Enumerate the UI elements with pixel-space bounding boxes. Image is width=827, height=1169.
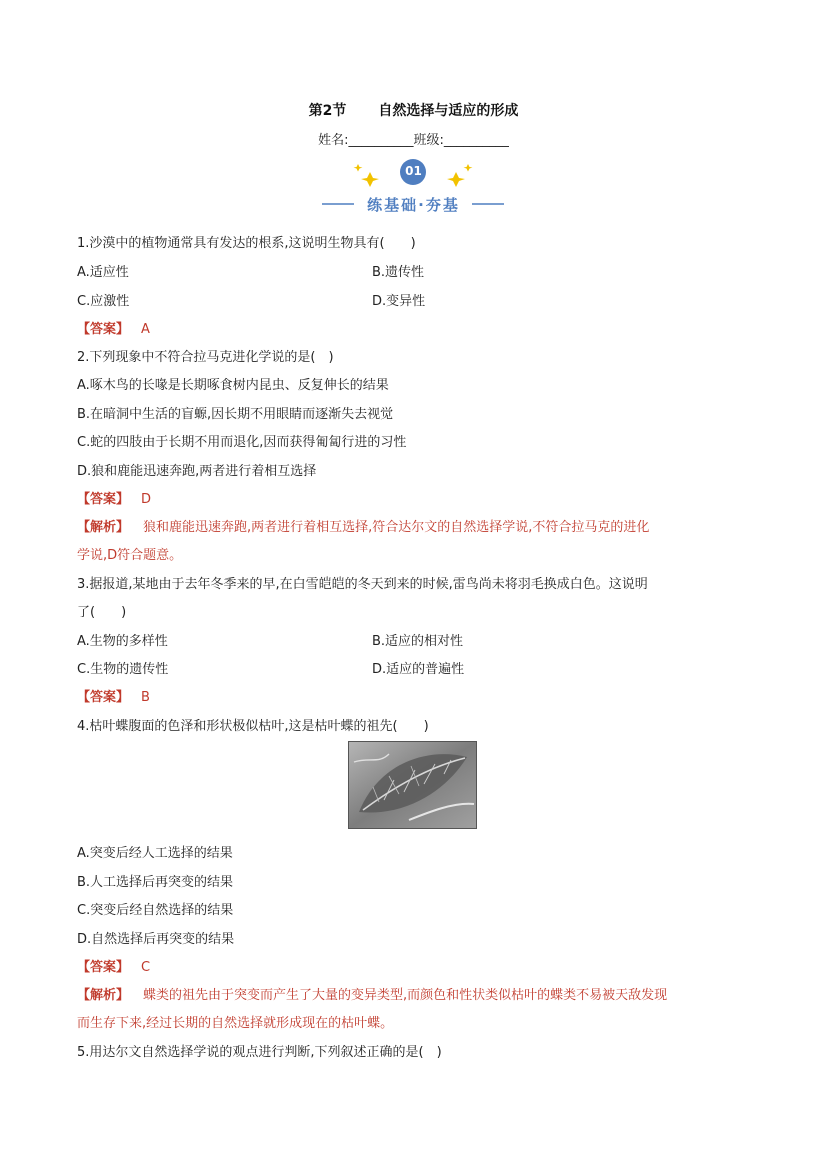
q1-option-b: B.遗传性 xyxy=(372,265,425,280)
q2-option-c: C.蛇的四肢由于长期不用而退化,因而获得匍匐行进的习性 xyxy=(77,435,407,450)
name-blank: __________ xyxy=(348,133,414,148)
class-label: 班级: xyxy=(413,133,444,148)
q2-answer xyxy=(77,488,151,507)
q4-option-d: D.自然选择后再突变的结果 xyxy=(77,932,235,947)
section-badge xyxy=(0,158,827,218)
answer-value: B xyxy=(141,690,150,705)
badge-number: 01 xyxy=(405,164,422,178)
badge-text: 练基础·夯基 xyxy=(367,196,460,214)
section-title: 自然选择与适应的形成 xyxy=(378,103,519,119)
answer-value: A xyxy=(141,322,150,337)
section-number: 第2节 xyxy=(308,103,347,119)
q1-option-c: C.应激性 xyxy=(77,294,130,309)
q3-answer xyxy=(77,686,150,705)
q3-option-d: D.适应的普遍性 xyxy=(372,662,465,677)
q2-explanation xyxy=(77,516,649,535)
q5-stem: 5.用达尔文自然选择学说的观点进行判断,下列叙述正确的是( ) xyxy=(77,1045,442,1060)
q4-stem: 4.枯叶蝶腹面的色泽和形状极似枯叶,这是枯叶蝶的祖先( ) xyxy=(77,719,429,734)
answer-label: 【答案】 xyxy=(77,960,130,975)
q4-option-b: B.人工选择后再突变的结果 xyxy=(77,875,234,890)
q3-option-a: A.生物的多样性 xyxy=(77,634,168,649)
explanation-label: 【解析】 xyxy=(77,988,130,1003)
q1-answer xyxy=(77,318,150,337)
answer-value: D xyxy=(141,492,152,507)
q4-option-c: C.突变后经自然选择的结果 xyxy=(77,903,234,918)
q2-option-b: B.在暗洞中生活的盲螈,因长期不用眼睛而逐渐失去视觉 xyxy=(77,407,394,422)
q2-stem: 2.下列现象中不符合拉马克进化学说的是( ) xyxy=(77,350,334,365)
q2-explanation-cont: 学说,D符合题意。 xyxy=(77,548,183,563)
explanation-text: 狼和鹿能迅速奔跑,两者进行着相互选择,符合达尔文的自然选择学说,不符合拉马克的进化 xyxy=(143,520,650,535)
q2-option-a: A.啄木鸟的长喙是长期啄食树内昆虫、反复伸长的结果 xyxy=(77,378,389,393)
q1-option-d: D.变异性 xyxy=(372,294,426,309)
answer-label: 【答案】 xyxy=(77,690,130,705)
explanation-label: 【解析】 xyxy=(77,520,130,535)
name-class-line xyxy=(0,129,827,148)
q4-answer xyxy=(77,956,150,975)
q3-stem: 3.据报道,某地由于去年冬季来的早,在白雪皑皑的冬天到来的时候,雷鸟尚未将羽毛换成白色。这说明 xyxy=(77,577,648,592)
q3-stem-cont: 了( ) xyxy=(77,605,127,620)
answer-label: 【答案】 xyxy=(77,492,130,507)
name-label: 姓名: xyxy=(318,133,349,148)
q3-option-b: B.适应的相对性 xyxy=(372,634,464,649)
answer-value: C xyxy=(141,960,151,975)
class-blank: __________ xyxy=(443,133,509,148)
q4-option-a: A.突变后经人工选择的结果 xyxy=(77,846,233,861)
q4-explanation-cont: 而生存下来,经过长期的自然选择就形成现在的枯叶蝶。 xyxy=(77,1016,394,1031)
leaf-butterfly-image xyxy=(348,741,477,829)
q2-option-d: D.狼和鹿能迅速奔跑,两者进行着相互选择 xyxy=(77,464,317,479)
leaf-butterfly-icon xyxy=(349,742,476,828)
q3-option-c: C.生物的遗传性 xyxy=(77,662,169,677)
q4-explanation xyxy=(77,984,667,1003)
explanation-text: 蝶类的祖先由于突变而产生了大量的变异类型,而颜色和性状类似枯叶的蝶类不易被天敌发现 xyxy=(143,988,668,1003)
q1-stem: 1.沙漠中的植物通常具有发达的根系,这说明生物具有( ) xyxy=(77,236,416,251)
q1-option-a: A.适应性 xyxy=(77,265,129,280)
page-title xyxy=(0,100,827,120)
answer-label: 【答案】 xyxy=(77,322,130,337)
